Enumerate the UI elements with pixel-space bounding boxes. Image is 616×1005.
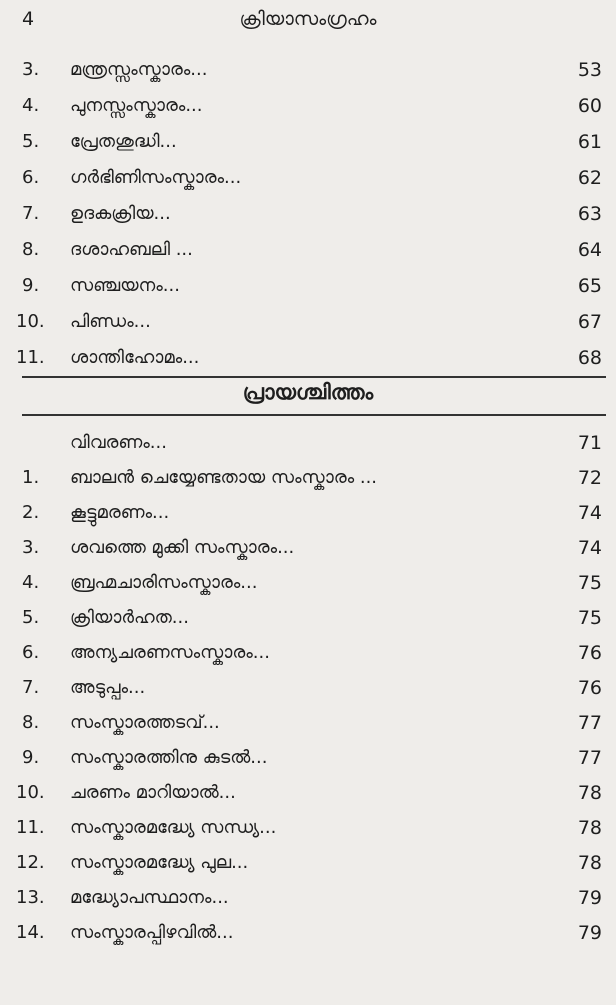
entry-number: 7.: [22, 203, 40, 224]
entry-title: ഉദകക്രിയ...: [70, 203, 171, 224]
entry-page: 74: [577, 537, 602, 559]
entry-title: പ്രേതശുദ്ധി...: [70, 131, 177, 152]
toc-entry: [0, 89, 616, 125]
toc-entry: [0, 671, 616, 707]
entry-title: ഗർഭിണിസംസ്കാരം...: [70, 167, 242, 188]
entry-title: അടുപ്പം...: [70, 677, 146, 698]
toc-entry: [0, 706, 616, 742]
entry-title: മന്ത്രസ്സംസ്കാരം...: [70, 59, 208, 80]
entry-title: പിണ്ഡം...: [70, 311, 151, 332]
toc-entry: [0, 269, 616, 305]
entry-number: 3.: [22, 537, 40, 558]
entry-number: 10.: [16, 782, 45, 803]
entry-page: 65: [577, 275, 602, 297]
entry-page: 76: [577, 677, 602, 699]
entry-title: സംസ്കാരപ്പിഴവിൽ...: [70, 922, 234, 943]
entry-page: 79: [577, 887, 602, 909]
entry-number: 6.: [22, 167, 40, 188]
entry-page: 72: [577, 467, 602, 489]
entry-page: 53: [577, 59, 602, 81]
toc-entry: [0, 461, 616, 497]
entry-number: 5.: [22, 607, 40, 628]
entry-title: പുനസ്സംസ്കാരം...: [70, 95, 203, 116]
entry-page: 60: [577, 95, 602, 117]
entry-title: സഞ്ചയനം...: [70, 275, 180, 296]
entry-title: സംസ്കാരമദ്ധ്യേ പുല...: [70, 852, 249, 873]
entry-number: 4.: [22, 95, 40, 116]
toc-entry: [0, 197, 616, 233]
entry-number: 9.: [22, 275, 40, 296]
entry-title: കൂട്ടുമരണം...: [70, 502, 170, 523]
entry-title: സംസ്കാരത്തടവ്...: [70, 712, 220, 733]
entry-page: 71: [577, 432, 602, 454]
toc-entry: [0, 881, 616, 917]
entry-page: 78: [577, 852, 602, 874]
entry-page: 78: [577, 782, 602, 804]
toc-entry: [0, 741, 616, 777]
toc-entry: [0, 496, 616, 532]
toc-entry: [0, 161, 616, 197]
entry-number: 11.: [16, 347, 45, 368]
page-number: 4: [22, 8, 35, 30]
entry-number: 8.: [22, 239, 40, 260]
entry-page: 68: [577, 347, 602, 369]
entry-page: 78: [577, 817, 602, 839]
entry-number: 1.: [22, 467, 40, 488]
entry-number: 9.: [22, 747, 40, 768]
entry-number: 10.: [16, 311, 45, 332]
entry-page: 64: [577, 239, 602, 261]
entry-number: 14.: [16, 922, 45, 943]
entry-page: 63: [577, 203, 602, 225]
entry-title: ക്രിയാർഹത...: [70, 607, 189, 628]
entry-page: 77: [577, 712, 602, 734]
entry-title: മദ്ധ്യോപസ്ഥാനം...: [70, 887, 229, 908]
entry-number: 2.: [22, 502, 40, 523]
page-title: ക്രിയാസംഗ്രഹം: [239, 8, 377, 30]
entry-number: 6.: [22, 642, 40, 663]
entry-title: അന്യചരണസംസ്കാരം...: [70, 642, 270, 663]
entry-title: ബ്രഹ്മചാരിസംസ്കാരം...: [70, 572, 258, 593]
entry-title: വിവരണം...: [70, 432, 167, 453]
entry-title: ബാലൻ ചെയ്യേണ്ടതായ സംസ്കാരം ...: [70, 467, 378, 488]
section-rule-bottom: [22, 414, 606, 416]
toc-entry: [0, 601, 616, 637]
entry-page: 77: [577, 747, 602, 769]
toc-entry: [0, 531, 616, 567]
entry-page: 67: [577, 311, 602, 333]
entry-number: 11.: [16, 817, 45, 838]
entry-page: 76: [577, 642, 602, 664]
toc-entry: [0, 125, 616, 161]
section-rule-top: [22, 376, 606, 378]
entry-number: 3.: [22, 59, 40, 80]
entry-title: സംസ്കാരത്തിനു കുടൽ...: [70, 747, 268, 768]
toc-entry: [0, 846, 616, 882]
entry-number: 5.: [22, 131, 40, 152]
entry-page: 75: [577, 572, 602, 594]
toc-entry: [0, 233, 616, 269]
toc-entry: [0, 636, 616, 672]
toc-entry: [0, 305, 616, 341]
toc-entry: [0, 566, 616, 602]
toc-entry: [0, 341, 616, 377]
toc-entry: [0, 811, 616, 847]
entry-title: ദശാഹബലി ...: [70, 239, 193, 260]
toc-entry: [0, 776, 616, 812]
entry-title: ശവത്തെ മുക്കി സംസ്കാരം...: [70, 537, 295, 558]
toc-entry: [0, 53, 616, 89]
section-heading: പ്രായശ്ചിത്തം: [242, 380, 374, 404]
entry-number: 12.: [16, 852, 45, 873]
entry-page: 62: [577, 167, 602, 189]
entry-number: 4.: [22, 572, 40, 593]
entry-page: 79: [577, 922, 602, 944]
entry-page: 74: [577, 502, 602, 524]
entry-number: 7.: [22, 677, 40, 698]
entry-title: ചരണം മാറിയാൽ...: [70, 782, 236, 803]
entry-page: 61: [577, 131, 602, 153]
toc-entry: [0, 916, 616, 952]
entry-number: 8.: [22, 712, 40, 733]
entry-title: ശാന്തിഹോമം...: [70, 347, 200, 368]
entry-number: 13.: [16, 887, 45, 908]
entry-title: സംസ്കാരമദ്ധ്യേ സന്ധ്യ...: [70, 817, 277, 838]
toc-entry-intro: [0, 426, 616, 462]
entry-page: 75: [577, 607, 602, 629]
